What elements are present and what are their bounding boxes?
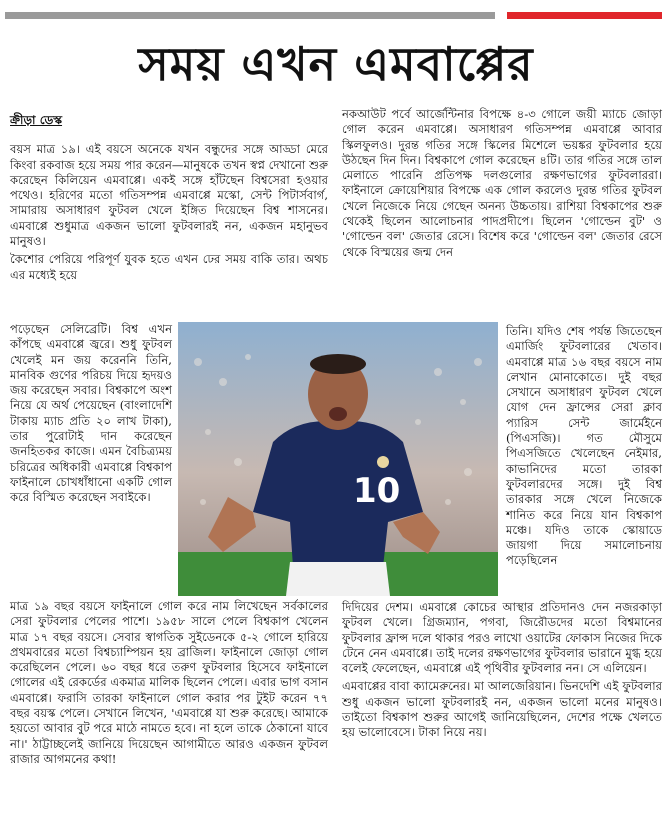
right-column-bottom bbox=[342, 600, 662, 744]
right-column-narrow: তিনি। যদিও শেষ পর্যন্ত জিতেছেন এমার্জিং ফুটবলারের খেতাব। এমবাপ্পে মাত্র ১৬ বছর বয়সে নাম লেখান মোনাকোতে। দুই বছর সেখানে অসাধারণ ফুটবল খেলে যোগ দেন ফ্রান্সের সেরা ক্লাব প্যারিস সেন্ট জার্মেইনে (পিএসজি)। গত মৌসুমে পিএসজিতে খেলেছেন নেইমার, কাভানিদের মতো তারকা ফুটবলারদের সঙ্গে। দুই বিশ্ব তারকার সঙ্গে খেলে নিজেকে শানিত করে নিয়ে যান বিশ্বকাপ মঞ্চে। যদিও তাকে স্কোয়াডে জায়গা দিয়ে সমালোচনায় পড়েছিলেন bbox=[506, 324, 662, 568]
right-column-top: নকআউট পর্বে আর্জেন্টিনার বিপক্ষে ৪-৩ গোলে জয়ী ম্যাচে জোড়া গোল করেন এমবাপ্পে। অসাধারণ গতিসম্পন্ন এমবাপ্পে আবার স্কিলফুলও। দুরন্ত গতির সঙ্গে স্কিলের মিশেলে ভয়ঙ্কর ফুটবলার হয়ে উঠছেন দিন দিন। বিশ্বকাপে গোল করেছেন ৪টি। তার গতির সঙ্গে তাল মেলাতে পারেনি প্রতিপক্ষ দলগুলোর রক্ষণভাগের ফুটবলাররা। ফাইনালে ক্রোয়েশিয়ার বিপক্ষে এক গোল করলেও দুরন্ত গতির ফুটবল খেলে নিজেকে নিয়ে গেছেন অনন্য উচ্চতায়। রাশিয়া বিশ্বকাপের শুরু থেকেই ছিলেন আলোচনার পাদপ্রদীপে। ছিলেন 'গোল্ডেন বুট' ও 'গোল্ডেন বল' জেতার রেসে। বিশেষ করে 'গোল্ডেন বল' জেতার রেসে থেকে বিস্ময়ের জন্ম দেন bbox=[342, 107, 662, 259]
player-photo bbox=[178, 322, 498, 596]
crest-icon bbox=[377, 456, 389, 468]
left-column-top bbox=[10, 113, 328, 286]
byline: ক্রীড়া ডেস্ক bbox=[10, 113, 63, 127]
top-rule-red bbox=[507, 12, 662, 19]
right-paragraph-bottom-2: এমবাপ্পের বাবা ক্যামেরুনের। মা আলজেরিয়ান। ভিনদেশি এই ফুটবলার শুধু একজন ভালো ফুটবলারই নন, একজন ভালো মনের মানুষও। তাইতো বিশ্বকাপ শুরুর আগেই জানিয়েছিলেন, দেশের পক্ষে খেলতে হয় ভালোবেসে। টাকা নিয়ে নয়। bbox=[342, 679, 662, 740]
headline: সময় এখন এমবাপ্পের bbox=[138, 37, 534, 91]
right-paragraph-bottom-1: দিদিয়ের দেশম। এমবাপ্পে কোচের আস্থার প্রতিদানও দেন নজরকাড়া ফুটবল খেলে। গ্রিজম্যান, পগবা, জিরৌডদের মতো বিশ্বমানের ফুটবলার ফ্রান্স দলে থাকার পরও লাখো ওয়াটের ফোকাস নিজের দিকে টেনে নেন এমবাপ্পে। তাই দলের রক্ষণভাগের ফুটবলার ভারানে মুগ্ধ হয়ে বলেই ফেলেছেন, এমবাপ্পে এই পৃথিবীর ফুটবলার নন। সে এলিয়েন। bbox=[342, 600, 662, 676]
left-column-narrow: পড়েছেন সেলিব্রেটি। বিশ্ব এখন কাঁপছে এমবাপ্পে জ্বরে। শুধু ফুটবল খেলেই মন জয় করেননি তিনি, মানবিক গুণের পরিচয় দিয়ে হৃদয়ও জয় করেছেন সবার। বিশ্বকাপে অংশ নিয়ে যে অর্থ পেয়েছেন (বাংলাদেশি টাকায় ম্যাচ প্রতি ২০ লাখ টাকা), তার পুরোটাই দান করেছেন জনহিতকর কাজে। এমন বৈচিত্র্যময় চরিত্রের অধিকারী এমবাপ্পে বিশ্বকাপ ফাইনালে চোখধাঁধানো একটি গোল করে বিস্মিত করেছেন সবাইকে। bbox=[10, 322, 172, 505]
open-mouth bbox=[329, 407, 347, 421]
left-paragraph-1: বয়স মাত্র ১৯। এই বয়সে অনেকে যখন বন্ধুদের সঙ্গে আড্ডা মেরে কিংবা রকবাজ হয়ে সময় পার করেন—মানুষকে তখন স্বপ্ন দেখানো শুরু করেছেন কিলিয়েন এমবাপ্পে। একই সঙ্গে হাঁটছেন বিশ্বসেরা হওয়ার পথেও। হরিণের মতো গতিসম্পন্ন এমবাপ্পে মস্কো, সেন্ট পিটার্সবার্গ, সামারায় অসাধারণ ফুটবল খেলে ইঙ্গিত দিয়েছেন বিশ্ব শাসনের। এমবাপ্পে শুধুমাত্র একজন ভালো ফুটবলারই নন, একজন মহানুভব মানুষও। bbox=[10, 142, 328, 249]
shorts bbox=[286, 562, 390, 596]
left-column-bottom: মাত্র ১৯ বছর বয়সে ফাইনালে গোল করে নাম লিখেছেন সর্বকালের সেরা ফুটবলার পেলের পাশে। ১৯৫৮ সালে পেলে বিশ্বকাপ খেলেন মাত্র ১৭ বছর বয়সে। সেবার স্বাগতিক সুইডেনকে ৫-২ গোলে হারিয়ে প্রথমবারের মতো বিশ্বচ্যাম্পিয়ন হয় ব্রাজিল। ফাইনালে জোড়া গোল করেছিলেন পেলে। ৬০ বছর ধরে তরুণ ফুটবলার হিসেবে ফাইনালে গোলের এই রেকর্ডের একমাত্র মালিক ছিলেন পেলে। এবার ভাগ বসান এমবাপ্পে। ফরাসি তারকা ফাইনালে গোল করার পর টুইট করেন ৭৭ বছর বয়স্ক পেলে। সেখানে লিখেন, 'এমবাপ্পে যা শুরু করেছে। আমাকে হয়তো আবার বুট পরে মাঠে নামতে হবে। না হলে তাকে ঠেকানো যাবে না।' ঠাট্টাচ্ছলেই জানিয়ে দিয়েছেন আগামীতে আরও একজন ফুটবল রাজার আগমনের কথা! bbox=[10, 599, 328, 766]
hair bbox=[310, 354, 366, 374]
jersey-number: 10 bbox=[353, 471, 401, 511]
left-paragraph-2: কৈশোর পেরিয়ে পরিপূর্ণ যুবক হতে এখন ঢের সময় বাকি তার। অথচ এর মধ্যেই হয়ে bbox=[10, 252, 328, 282]
top-rule-grey bbox=[5, 12, 495, 19]
player-illustration bbox=[178, 322, 498, 596]
